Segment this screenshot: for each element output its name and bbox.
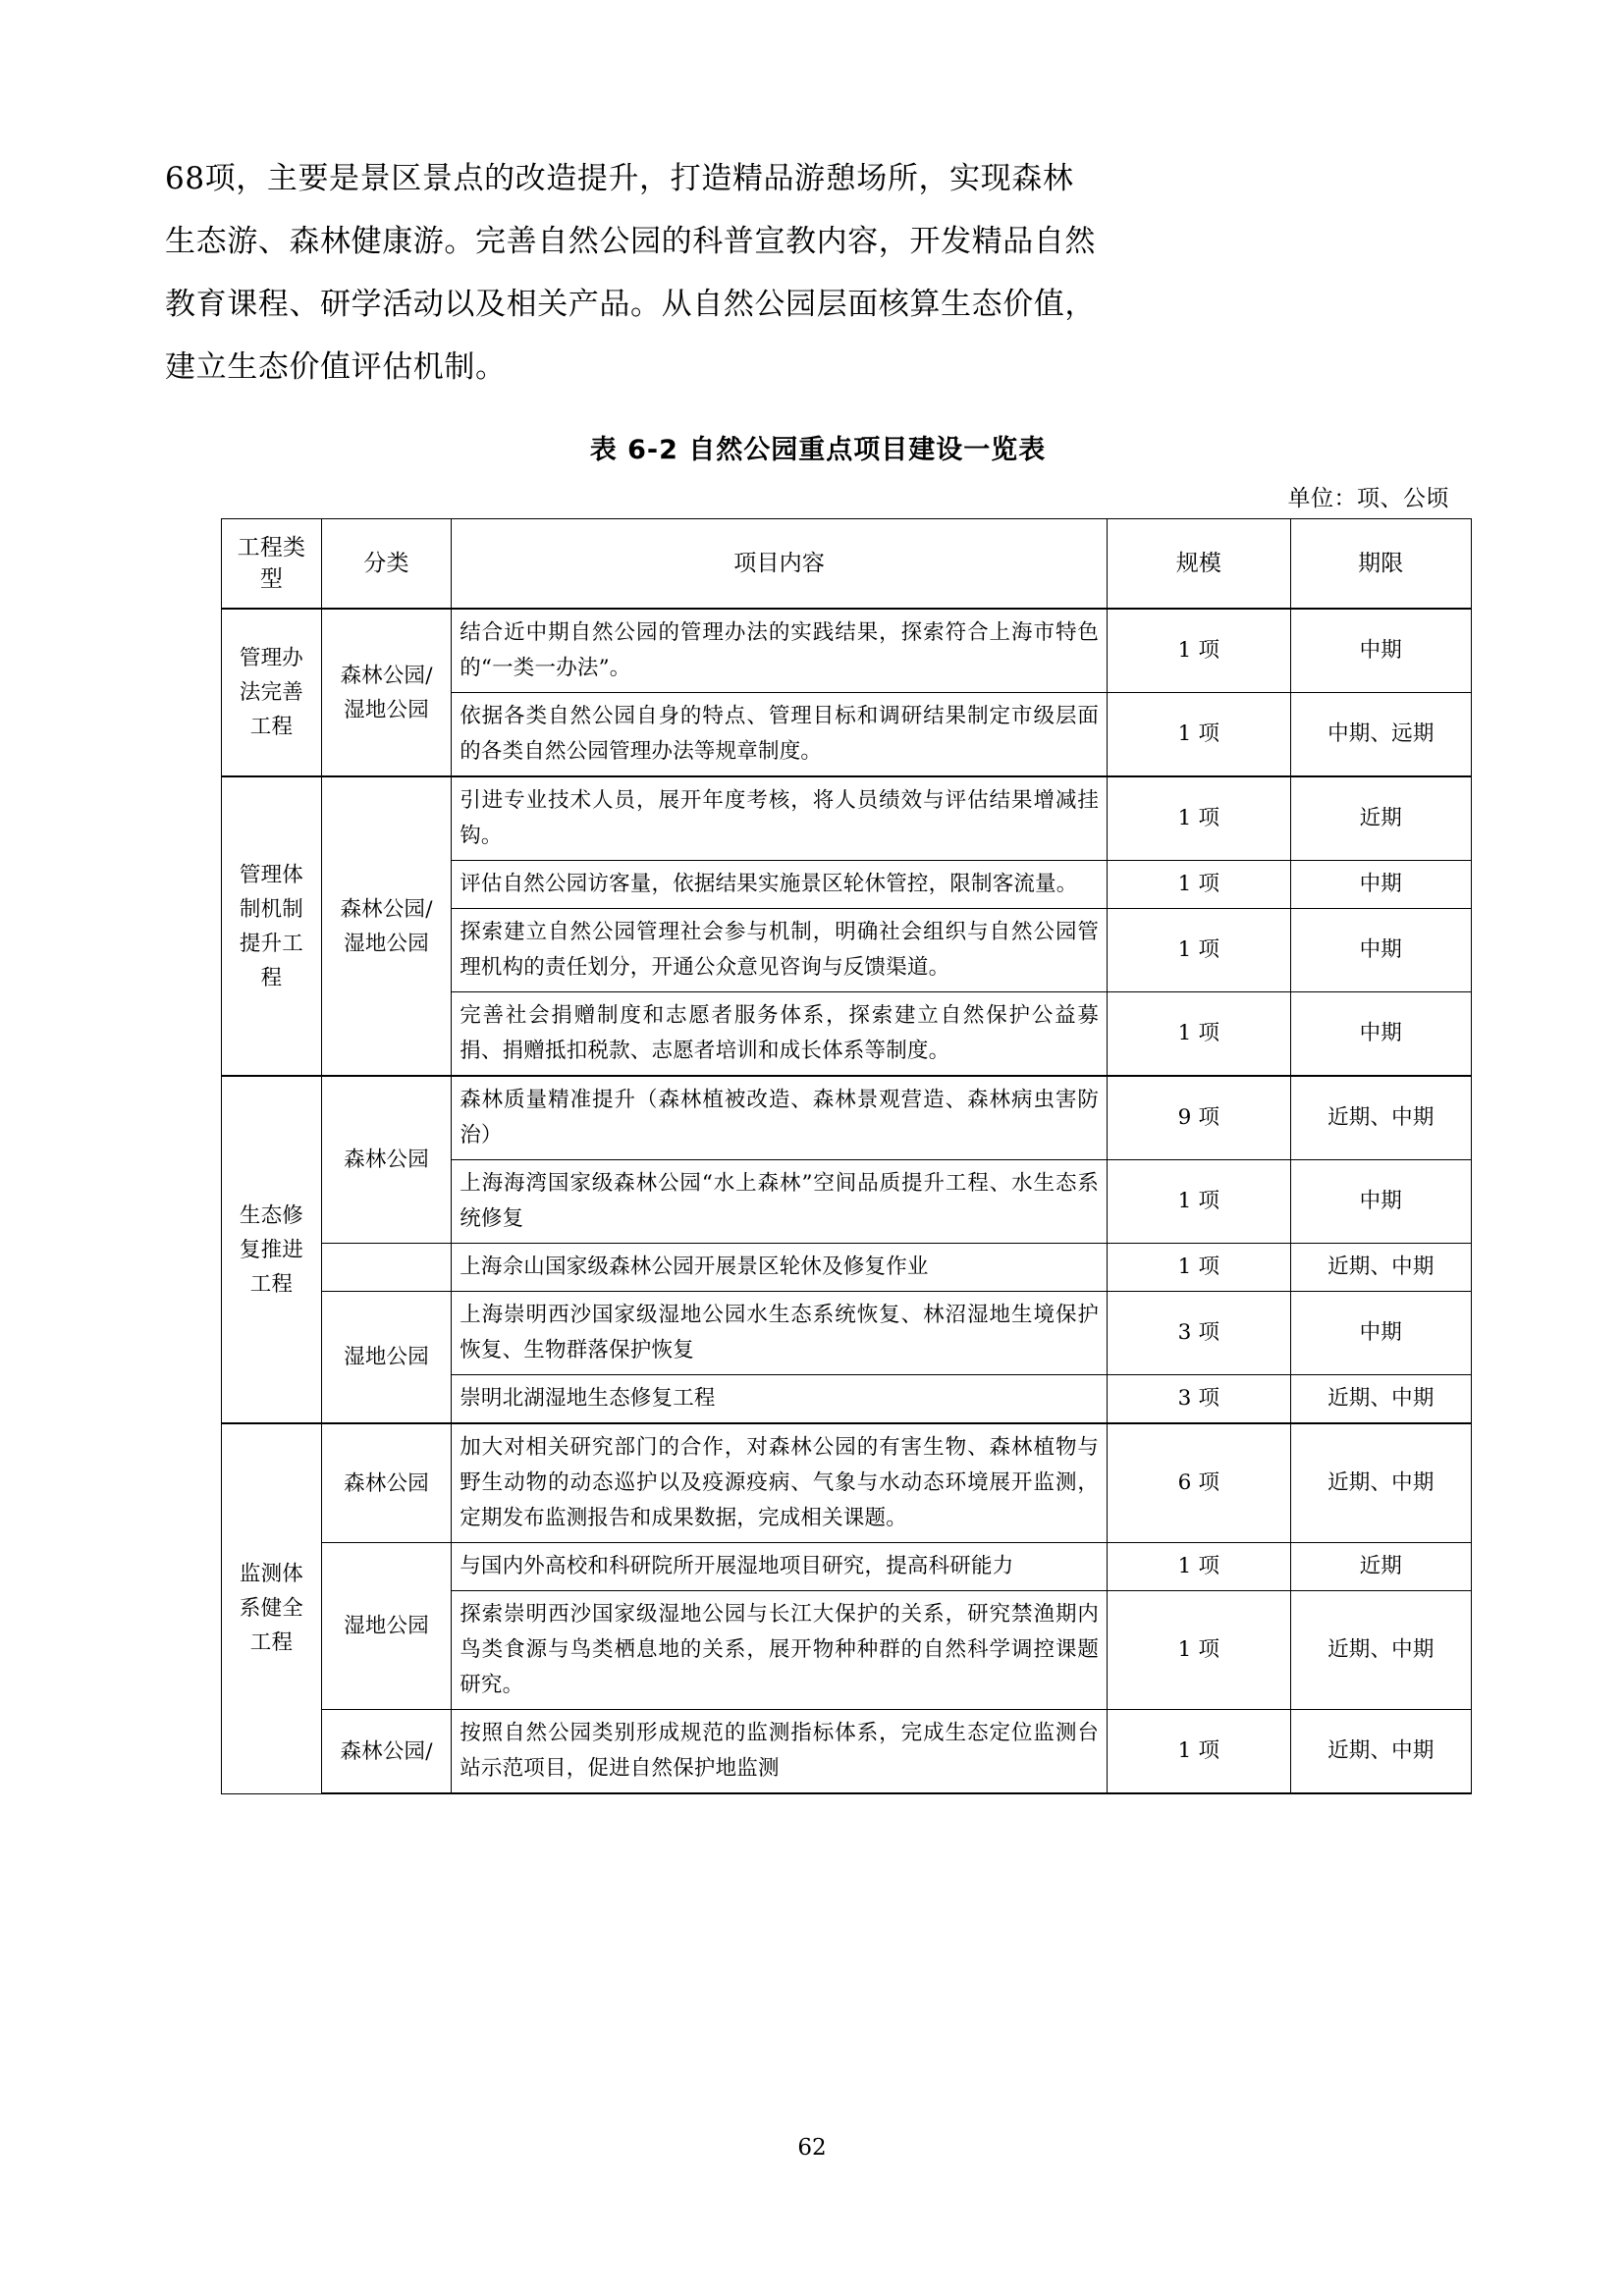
paragraph-line-3: 教育课程、研学活动以及相关产品。从自然公园层面核算生态价值， [165, 287, 1096, 322]
cell-category: 森林公园 [321, 1423, 451, 1543]
cell-scale: 1 项 [1108, 992, 1291, 1077]
table-row [222, 776, 1472, 861]
th-term: 期限 [1290, 519, 1471, 610]
cell-term: 中期、远期 [1290, 693, 1471, 777]
cell-engineering-type: 管理办法完善工程 [222, 609, 322, 776]
cell-scale: 6 项 [1108, 1423, 1291, 1543]
cell-category: 森林公园/湿地公园 [321, 776, 451, 1076]
cell-project-content: 引进专业技术人员，展开年度考核，将人员绩效与评估结果增减挂钩。 [452, 776, 1108, 861]
cell-scale: 1 项 [1108, 609, 1291, 693]
th-category: 分类 [321, 519, 451, 610]
cell-scale: 1 项 [1108, 776, 1291, 861]
cell-term: 近期、中期 [1290, 1710, 1471, 1794]
cell-project-content: 加大对相关研究部门的合作，对森林公园的有害生物、森林植物与野生动物的动态巡护以及疫源疫病、气象与水动态环境展开监测，定期发布监测报告和成果数据，完成相关课题。 [452, 1423, 1108, 1543]
cell-scale: 3 项 [1108, 1292, 1291, 1375]
cell-term: 近期 [1290, 1543, 1471, 1591]
cell-term: 近期、中期 [1290, 1076, 1471, 1160]
cell-term: 中期 [1290, 861, 1471, 909]
cell-term: 近期、中期 [1290, 1591, 1471, 1710]
cell-term: 中期 [1290, 992, 1471, 1077]
table-header-row [222, 519, 1472, 610]
cell-project-content: 按照自然公园类别形成规范的监测指标体系，完成生态定位监测台站示范项目，促进自然保护地监测 [452, 1710, 1108, 1794]
table-unit-note: 单位：项、公顷 [1287, 486, 1449, 511]
table-row [222, 1292, 1472, 1375]
table-row [222, 609, 1472, 693]
cell-project-content: 依据各类自然公园自身的特点、管理目标和调研结果制定市级层面的各类自然公园管理办法等规章制度。 [452, 693, 1108, 777]
cell-category: 森林公园 [321, 1076, 451, 1244]
cell-project-content: 评估自然公园访客量，依据结果实施景区轮休管控，限制客流量。 [452, 861, 1108, 909]
cell-engineering-type: 生态修复推进工程 [222, 1076, 322, 1423]
cell-project-content: 探索建立自然公园管理社会参与机制，明确社会组织与自然公园管理机构的责任划分，开通公众意见咨询与反馈渠道。 [452, 909, 1108, 992]
cell-scale: 1 项 [1108, 861, 1291, 909]
cell-category: 湿地公园 [321, 1292, 451, 1424]
cell-term: 中期 [1290, 1292, 1471, 1375]
cell-scale: 1 项 [1108, 693, 1291, 777]
cell-category: 森林公园/湿地公园 [321, 609, 451, 776]
cell-term: 近期、中期 [1290, 1375, 1471, 1424]
paragraph-line-4: 建立生态价值评估机制。 [165, 349, 507, 385]
cell-project-content: 探索崇明西沙国家级湿地公园与长江大保护的关系，研究禁渔期内鸟类食源与鸟类栖息地的关系，展开物种种群的自然科学调控课题研究。 [452, 1591, 1108, 1710]
cell-category [321, 1244, 451, 1292]
cell-scale: 1 项 [1108, 1591, 1291, 1710]
page-content [165, 147, 1471, 1794]
cell-project-content: 上海崇明西沙国家级湿地公园水生态系统恢复、林沼湿地生境保护恢复、生物群落保护恢复 [452, 1292, 1108, 1375]
cell-scale: 1 项 [1108, 1543, 1291, 1591]
cell-term: 近期、中期 [1290, 1423, 1471, 1543]
cell-engineering-type: 监测体系健全工程 [222, 1423, 322, 1793]
table-body [222, 609, 1472, 1793]
cell-project-content: 森林质量精准提升（森林植被改造、森林景观营造、森林病虫害防治） [452, 1076, 1108, 1160]
cell-scale: 1 项 [1108, 1710, 1291, 1794]
body-paragraph [165, 147, 1471, 399]
table-row [222, 1244, 1472, 1292]
page-number: 62 [797, 2135, 827, 2161]
cell-scale: 9 项 [1108, 1076, 1291, 1160]
table-header [222, 519, 1472, 610]
th-project-content: 项目内容 [452, 519, 1108, 610]
paragraph-line-2: 生态游、森林健康游。完善自然公园的科普宣教内容，开发精品自然 [165, 224, 1096, 259]
cell-scale: 1 项 [1108, 1160, 1291, 1244]
cell-project-content: 上海海湾国家级森林公园“水上森林”空间品质提升工程、水生态系统修复 [452, 1160, 1108, 1244]
cell-category: 湿地公园 [321, 1543, 451, 1710]
cell-project-content: 结合近中期自然公园的管理办法的实践结果，探索符合上海市特色的“一类一办法”。 [452, 609, 1108, 693]
table-caption: 表 6-2 自然公园重点项目建设一览表 [589, 435, 1047, 465]
cell-project-content: 上海佘山国家级森林公园开展景区轮休及修复作业 [452, 1244, 1108, 1292]
project-table [221, 518, 1472, 1794]
th-engineering-type: 工程类型 [222, 519, 322, 610]
cell-category: 森林公园/ [321, 1710, 451, 1794]
cell-term: 中期 [1290, 909, 1471, 992]
cell-scale: 3 项 [1108, 1375, 1291, 1424]
cell-scale: 1 项 [1108, 909, 1291, 992]
cell-term: 中期 [1290, 1160, 1471, 1244]
cell-project-content: 与国内外高校和科研院所开展湿地项目研究，提高科研能力 [452, 1543, 1108, 1591]
cell-project-content: 崇明北湖湿地生态修复工程 [452, 1375, 1108, 1424]
table-row [222, 1710, 1472, 1794]
cell-term: 近期 [1290, 776, 1471, 861]
cell-term: 近期、中期 [1290, 1244, 1471, 1292]
table-row [222, 1076, 1472, 1160]
paragraph-line-1: 68项，主要是景区景点的改造提升，打造精品游憩场所，实现森林 [165, 161, 1074, 196]
th-scale: 规模 [1108, 519, 1291, 610]
cell-engineering-type: 管理体制机制提升工程 [222, 776, 322, 1076]
table-row [222, 1543, 1472, 1591]
table-row [222, 1423, 1472, 1543]
cell-scale: 1 项 [1108, 1244, 1291, 1292]
cell-term: 中期 [1290, 609, 1471, 693]
cell-project-content: 完善社会捐赠制度和志愿者服务体系，探索建立自然保护公益募捐、捐赠抵扣税款、志愿者培训和成长体系等制度。 [452, 992, 1108, 1077]
